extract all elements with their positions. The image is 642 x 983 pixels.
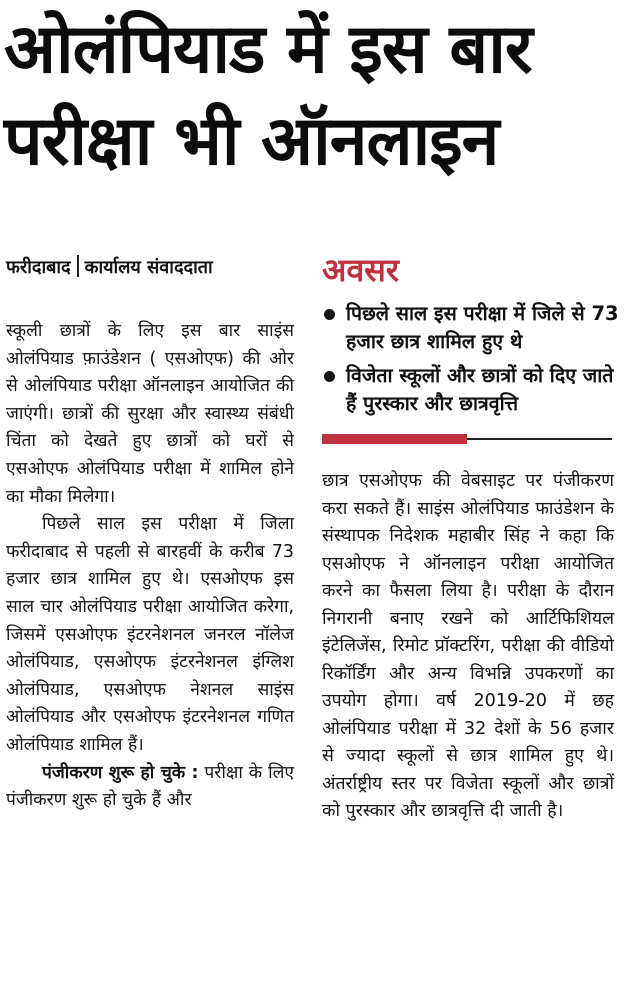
bullet-dot-icon	[324, 371, 335, 382]
dateline-divider	[77, 255, 79, 277]
article-paragraph	[6, 760, 294, 815]
article-column-left	[6, 318, 294, 815]
sidebar-bullet	[322, 300, 622, 356]
sidebar-bullet	[322, 362, 622, 418]
sidebar-bullet-list	[322, 300, 622, 424]
sidebar-bullet-text: विजेता स्कूलों और छात्रों को दिए जाते हैं पुरस्कार और छात्रवृत्ति	[346, 364, 614, 415]
article-column-right	[322, 468, 614, 826]
article-paragraph: पिछले साल इस परीक्षा में जिला फरीदाबाद से पहली से बारहवीं के करीब 73 हजार छात्र शामिल हुए थे। एसओएफ इस साल चार ओलंपियाड परीक्षा आयोजित करेगा, जिसमें एसओएफ इंटरनेशनल जनरल नॉलेज ओलंपियाड, एसओएफ इंटरनेशनल इंग्लिश ओलंपियाड, एसओएफ नेशनल साइंस ओलंपियाड और एसओएफ इंटरनेशनल गणित ओलंपियाड शामिल हैं।	[6, 514, 294, 755]
bullet-dot-icon	[324, 309, 335, 320]
sidebar-title: अवसर	[322, 251, 399, 289]
sidebar-bullet-text: पिछले साल इस परीक्षा में जिले से 73 हजार छात्र शामिल हुए थे	[346, 302, 619, 353]
dateline	[6, 255, 213, 280]
dateline-byline: कार्यालय संवाददाता	[84, 257, 213, 278]
sidebar-accent-bar	[322, 434, 467, 444]
article-paragraph: स्कूली छात्रों के लिए इस बार साइंस ओलंपियाड फ़ाउंडेशन ( एसओएफ) की ओर से ओलंपियाड परीक्षा ऑनलाइन आयोजित की जाएंगी। छात्रों की सुरक्षा और स्वास्थ्य संबंधी चिंता को देखते हुए छात्रों को घरों से एसओएफ ओलंपियाड परीक्षा में शामिल होने का मौका मिलेगा।	[6, 321, 294, 507]
dateline-place: फरीदाबाद	[6, 257, 71, 278]
article-paragraph: छात्र एसओएफ की वेबसाइट पर पंजीकरण करा सकते हैं। साइंस ओलंपियाड फाउंडेशन के संस्थापक निदेशक महाबीर सिंह ने कहा कि एसओएफ ने ऑनलाइन परीक्षा आयोजित करने का फैसला लिया है। परीक्षा के दौरान निगरानी बनाए रखने को आर्टिफिशियल इंटेलिजेंस, रिमोट प्रॉक्टरिंग, परीक्षा की वीडियो रिकॉर्डिंग और अन्य विभन्नि उपकरणों का उपयोग होगा। वर्ष 2019-20 में छह ओलंपियाड परीक्षा में 32 देशों के 56 हजार से ज्यादा स्कूलों से छात्र शामिल हुए थे। अंतर्राष्ट्रीय स्तर पर विजेता स्कूलों और छात्रों को पुरस्कार और छात्रवृत्ति दी जाती है।	[322, 471, 614, 821]
headline-line-2: परीक्षा भी ऑनलाइन	[4, 102, 499, 181]
headline-line-1: ओलंपियाड में इस बार	[4, 10, 532, 89]
article-subhead: पंजीकरण शुरू हो चुके :	[42, 762, 199, 783]
headline	[4, 4, 640, 188]
article-paragraph-text: परीक्षा के लिए पंजीकरण शुरू हो चुके हैं और	[6, 762, 294, 811]
